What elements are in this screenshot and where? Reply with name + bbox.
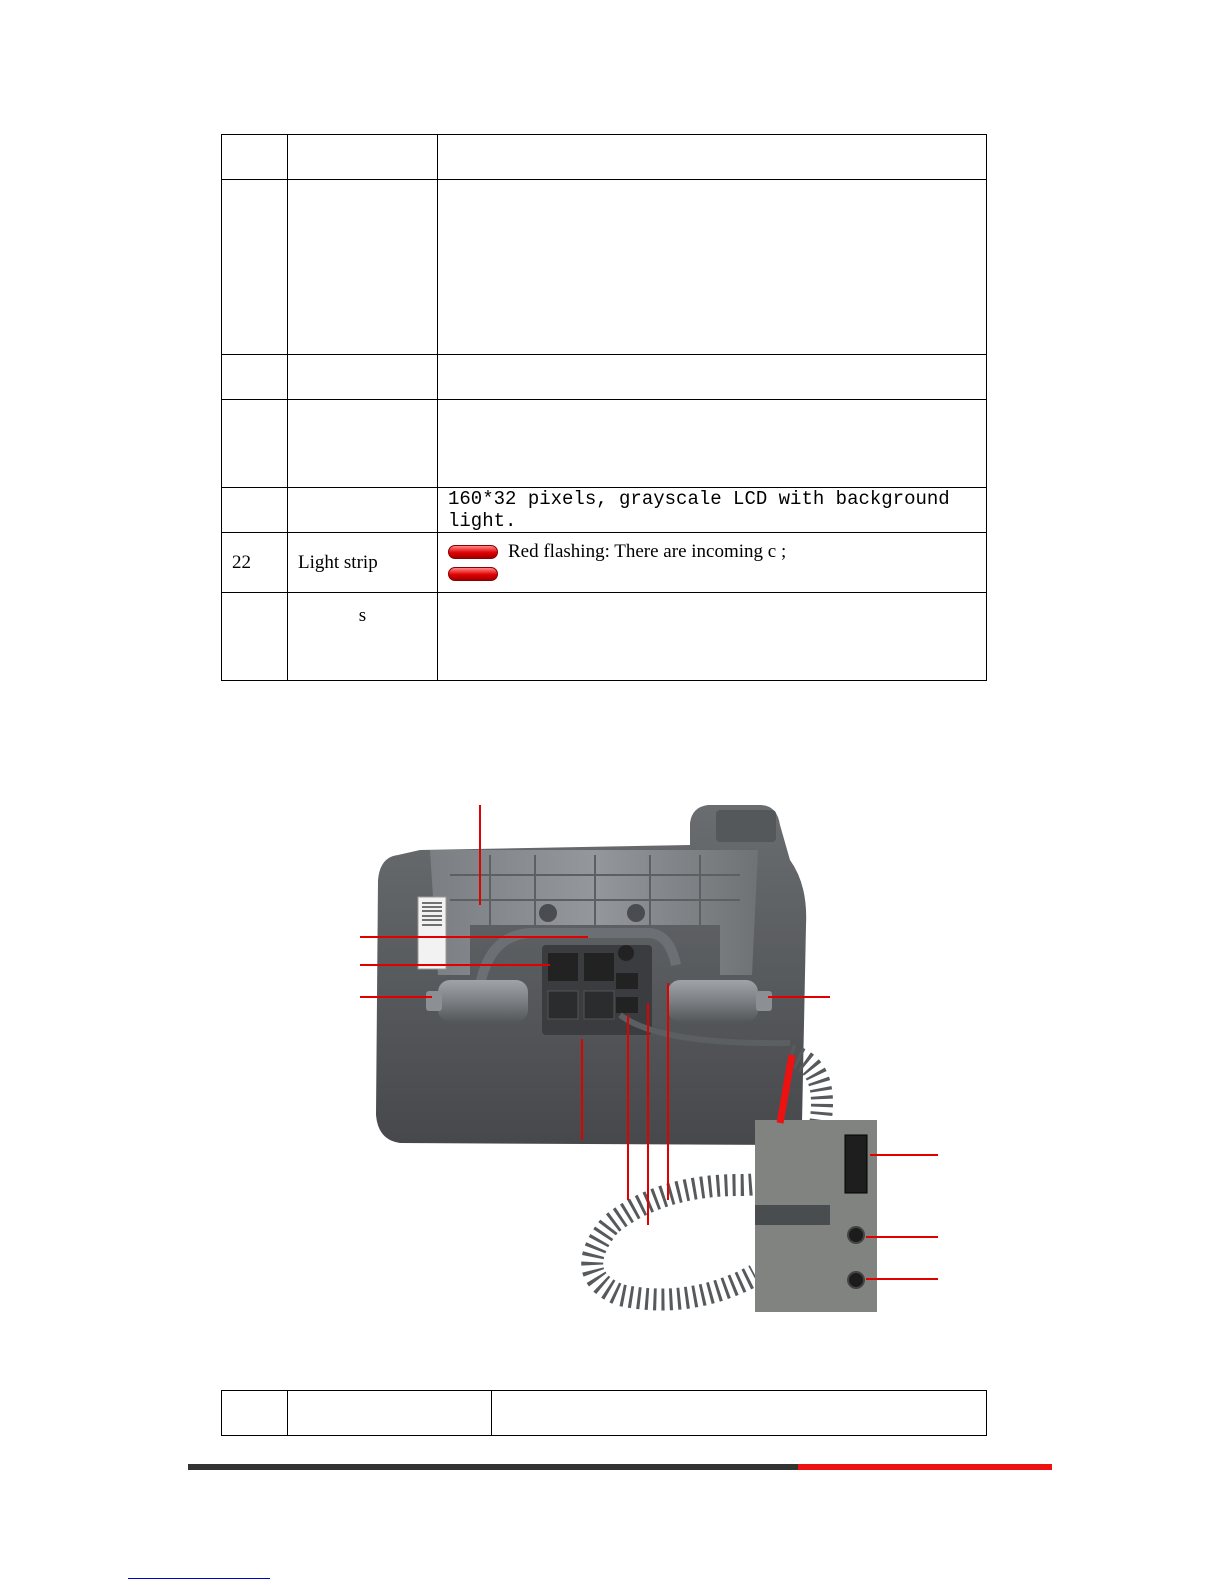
- table-row: [222, 533, 987, 593]
- light-strip-line: [448, 541, 976, 563]
- table-row: [222, 135, 987, 180]
- red-light-icon: [448, 545, 498, 559]
- light-strip-line: [448, 563, 976, 585]
- light-strip-description: [438, 533, 987, 593]
- footer-divider-dark: [188, 1464, 798, 1470]
- row-name: [288, 400, 438, 488]
- red-light-icon: [448, 567, 498, 581]
- row-number: [222, 488, 288, 533]
- side-ports-inset: [755, 1120, 877, 1312]
- table-row: [222, 400, 987, 488]
- row-name: [288, 135, 438, 180]
- light-strip-text: Red flashing: There are incoming c ;: [508, 540, 787, 562]
- row-name: [288, 1391, 492, 1436]
- phone-rear-view-figure: [360, 805, 940, 1330]
- specification-table-continued: [221, 1390, 987, 1436]
- lcd-description: 160*32 pixels, grayscale LCD with background light.: [438, 488, 987, 533]
- table-row: [222, 180, 987, 355]
- row-description: [438, 593, 987, 681]
- row-number: [222, 1391, 288, 1436]
- row-description: [438, 180, 987, 355]
- stand-roller-right: [668, 980, 772, 1022]
- row-number: [222, 355, 288, 400]
- row-name: s: [288, 593, 438, 681]
- row-name: [288, 488, 438, 533]
- table-row: [222, 355, 987, 400]
- footer-link-underline[interactable]: [128, 1578, 270, 1579]
- row-number: [222, 593, 288, 681]
- row-number: [222, 400, 288, 488]
- row-number: [222, 180, 288, 355]
- row-description: [438, 135, 987, 180]
- row-name: [288, 180, 438, 355]
- footer-divider-red: [798, 1464, 1052, 1470]
- stand-roller-left: [426, 980, 528, 1022]
- table-row: [222, 488, 987, 533]
- label-sticker: [418, 897, 446, 969]
- table-row: [222, 1391, 987, 1436]
- row-description: [492, 1391, 987, 1436]
- row-description: [438, 400, 987, 488]
- table-row: [222, 593, 987, 681]
- row-name: [288, 355, 438, 400]
- row-name: Light strip: [288, 533, 438, 593]
- row-number: 22: [222, 533, 288, 593]
- row-number: [222, 135, 288, 180]
- row-description: [438, 355, 987, 400]
- specification-table: [221, 134, 987, 681]
